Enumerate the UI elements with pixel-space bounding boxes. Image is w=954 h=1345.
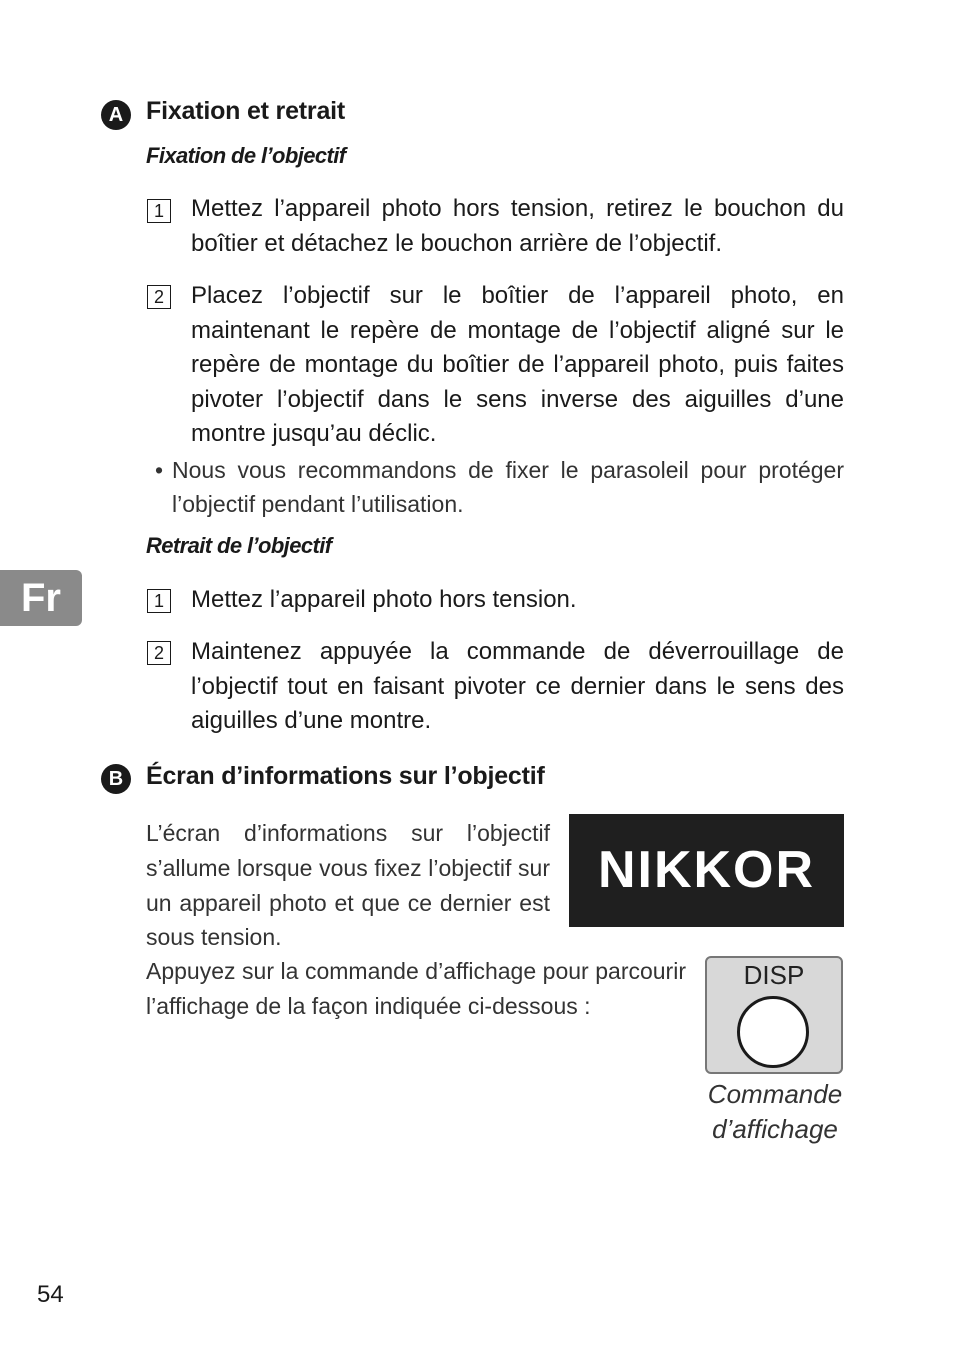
- mount-subtitle: Fixation de l’objectif: [146, 143, 346, 168]
- disp-caption-line-2: d’affichage: [712, 1114, 838, 1144]
- section-a-marker: A: [101, 100, 131, 130]
- remove-step-1-text: Mettez l’appareil photo hors tension.: [191, 586, 577, 613]
- section-b-title: Écran d’informations sur l’objectif: [146, 762, 545, 790]
- page-number: 54: [37, 1281, 64, 1308]
- remove-step-2-number: 2: [147, 641, 171, 665]
- disp-button-label: DISP: [743, 960, 805, 990]
- mount-bullet-note: Nous vous recommandons de fixer le parasoleil pour protéger l’objectif pendant l’utilisation.: [172, 457, 844, 517]
- mount-step-2-number: 2: [147, 285, 171, 309]
- disp-caption-line-1: Commande: [707, 1079, 843, 1109]
- lens-info-paragraph: L’écran d’informations sur l’objectif s’allume lorsque vous fixez l’objectif sur un appareil photo et que ce dernier est sous tension.: [146, 820, 550, 951]
- disp-instruction-paragraph: Appuyez sur la commande d’affichage pour parcourir l’affichage de la façon indiquée ci-dessous :: [146, 958, 686, 1019]
- language-tab: Fr: [0, 570, 82, 626]
- mount-step-2-text: Placez l’objectif sur le boîtier de l’appareil photo, en maintenant le repère de montage de l’objectif aligné sur le repère de montage du boîtier de l’appareil photo, puis faites pivoter l’objectif dans le sens inverse des aiguilles d’une montre jusqu’au déclic.: [191, 282, 844, 448]
- disp-button-circle-icon: [737, 996, 809, 1068]
- disp-button-illustration: [705, 956, 843, 1074]
- section-b-marker: B: [101, 764, 131, 794]
- mount-step-1-text: Mettez l’appareil photo hors tension, retirez le bouchon du boîtier et détachez le bouchon arrière de l’objectif.: [191, 195, 844, 257]
- nikkor-display-text: NIKKOR: [597, 841, 816, 899]
- lens-info-display: [569, 814, 844, 927]
- section-a-title: Fixation et retrait: [146, 97, 346, 125]
- bullet-dot: •: [155, 457, 164, 483]
- mount-step-1-number: 1: [147, 199, 171, 223]
- remove-step-1-number: 1: [147, 589, 171, 613]
- remove-subtitle: Retrait de l’objectif: [146, 533, 332, 558]
- remove-step-2-text: Maintenez appuyée la commande de déverrouillage de l’objectif tout en faisant pivoter ce dernier dans le sens des aiguilles d’une montre.: [191, 638, 844, 735]
